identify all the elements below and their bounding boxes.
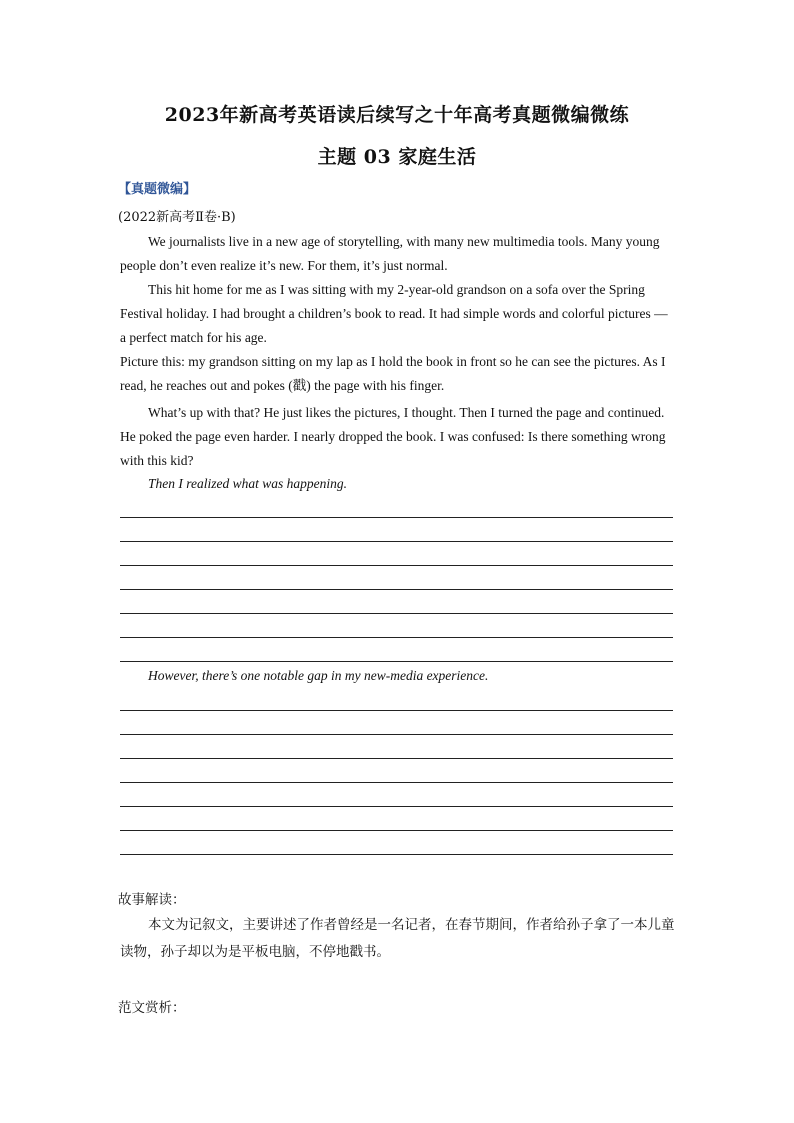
writing-line[interactable] xyxy=(120,637,673,638)
writing-line[interactable] xyxy=(120,517,673,518)
writing-line[interactable] xyxy=(120,854,673,855)
writing-line[interactable] xyxy=(120,541,673,542)
page-title: 2023年新高考英语读后续写之十年高考真题微编微练 xyxy=(164,104,630,126)
passage-paragraph-3: Picture this: my grandson sitting on my lap as I hold the book in front so he can see the pictures. As I read, he reaches out and pokes (戳) the page with his finger. xyxy=(120,354,666,393)
writing-line[interactable] xyxy=(120,589,673,590)
writing-line[interactable] xyxy=(120,782,673,783)
writing-line[interactable] xyxy=(120,830,673,831)
story-analysis-text: 本文为记叙文，主要讲述了作者曾经是一名记者，在春节期间，作者给孙子拿了一本儿童读物，孙子却以为是平板电脑，不停地戳书。 xyxy=(120,917,675,960)
passage-paragraph-4: What’s up with that? He just likes the pictures, I thought. Then I turned the page and continued. He poked the page even harder. I nearly dropped the book. I was confused: Is there something wrong with this kid? xyxy=(120,405,666,468)
passage-paragraph-1: We journalists live in a new age of storytelling, with many new multimedia tools. Many young people don’t even realize it’s new. For them, it’s just normal. xyxy=(120,234,660,273)
writing-line[interactable] xyxy=(120,758,673,759)
writing-line[interactable] xyxy=(120,806,673,807)
sample-analysis-label: 范文赏析： xyxy=(118,1000,186,1016)
page-subtitle: 主题 03 家庭生活 xyxy=(317,146,477,168)
writing-line[interactable] xyxy=(120,613,673,614)
passage-paragraph-2: This hit home for me as I was sitting with my 2-year-old grandson on a sofa over the Spring Festival holiday. I had brought a children’s book to read. It had simple words and colorful pictures — a perfect match for his age. xyxy=(120,282,668,345)
writing-line[interactable] xyxy=(120,710,673,711)
exam-source: (2022新高考Ⅱ卷·B) xyxy=(118,210,236,225)
writing-line[interactable] xyxy=(120,734,673,735)
continuation-prompt-1: Then I realized what was happening. xyxy=(148,476,347,491)
story-analysis-label: 故事解读： xyxy=(118,892,186,908)
writing-line[interactable] xyxy=(120,565,673,566)
continuation-prompt-2: However, there’s one notable gap in my new-media experience. xyxy=(148,668,489,683)
writing-line[interactable] xyxy=(120,661,673,662)
section-tag: 【真题微编】 xyxy=(118,182,197,197)
